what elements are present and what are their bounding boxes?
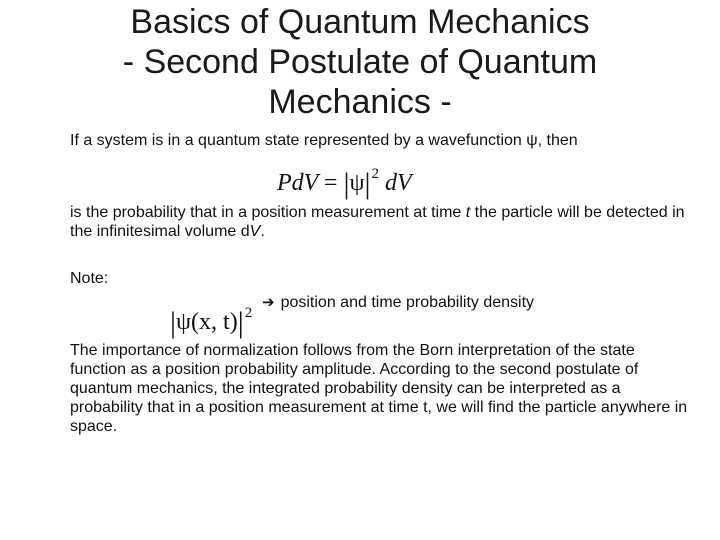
note-arrow-text: position and time probability density [280,294,535,311]
title-line-1: Basics of Quantum Mechanics [130,3,590,41]
equation-equals: = [323,170,338,196]
title-line-3: Mechanics - [268,83,452,121]
density-args: (x, t) [191,309,238,335]
probability-text-part3: . [260,223,265,240]
equation-rhs: dV [385,170,412,196]
probability-text-part1: is the probability that in a position measurement at time [70,204,466,221]
density-psi: ψ [176,309,192,335]
probability-text-part2: the particle will be detected in the infinitesimal volume d [70,204,685,240]
equation-psi: ψ [349,170,365,196]
density-exponent: 2 [244,305,253,321]
note-label: Note: [70,270,109,287]
title-line-2: - Second Postulate of Quantum [122,43,598,81]
probability-text-v: V [249,223,261,240]
equation-lhs: PdV [277,170,318,196]
normalization-paragraph: The importance of normalization follows from the Born interpretation of the state function as a position probability amplitude. According to the second postulate of quantum mechanics, the integrated probability density can be interpreted as a probability that in a position measurement at time t, we will find the particle anywhere in space. [70,342,688,435]
probability-description [70,203,685,241]
note-arrow-line [262,293,534,312]
equation-exponent: 2 [371,166,379,182]
slide-title [60,2,660,122]
probability-text-t: t [465,204,471,221]
right-arrow-icon: ➔ [262,294,275,311]
intro-text: If a system is in a quantum state represented by a wavefunction ψ, then [70,132,578,149]
probability-equation: PdV = $|\psi|^2$ dV [277,166,412,200]
probability-density-expression: |ψ(x, $t)|^2$ [170,305,253,339]
